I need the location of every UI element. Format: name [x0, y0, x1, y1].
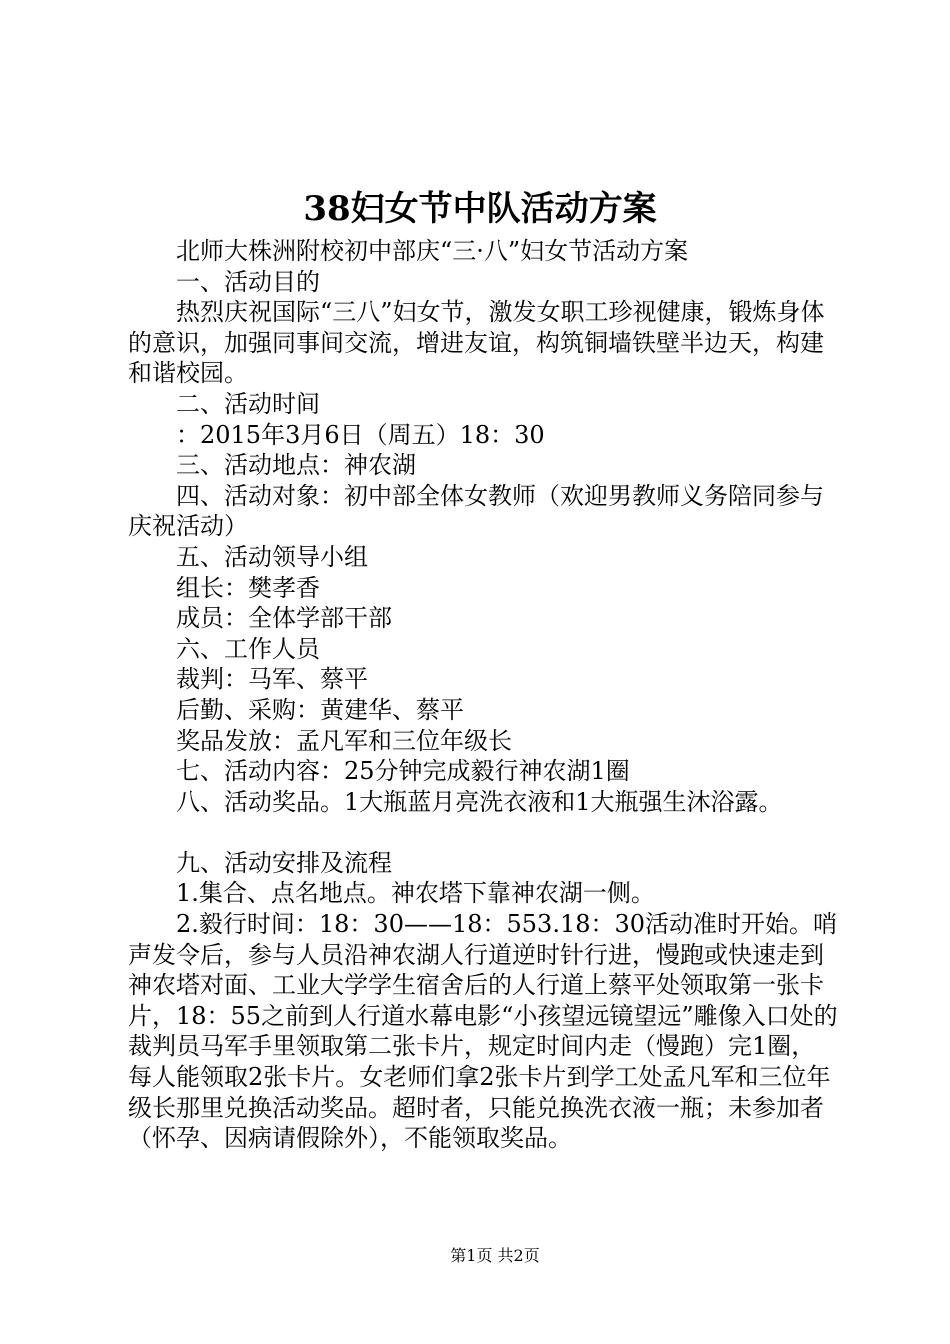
paragraph: ：2015年3月6日（周五）18：30: [176, 420, 545, 449]
section-heading: 七、活动内容：25分钟完成毅行神农湖1圈: [176, 757, 630, 786]
document-body: [128, 236, 838, 1154]
paragraph: 裁判：马军、蔡平: [176, 665, 368, 694]
paragraph: 北师大株洲附校初中部庆“三·八”妇女节活动方案: [176, 237, 689, 265]
section-heading: 八、活动奖品。1大瓶蓝月亮洗衣液和1大瓶强生沐浴露。: [176, 787, 783, 816]
paragraph: 2.毅行时间：18：30——18：553.18：30活动准时开始。哨声发令后，参与人员沿神农湖人行道逆时针行进，慢跑或快速走到神农塔对面、工业大学学生宿舍后的人行道上蔡平处领取第一张卡片，18：55之前到人行道水幕电影“小孩望远镜望远”雕像入口处的裁判员马军手里领取第二张卡片，规定时间内走（慢跑）完1圈，每人能领取2张卡片。女老师们拿2张卡片到学工处孟凡军和三位年级长那里兑换活动奖品。超时者，只能兑换洗衣液一瓶；未参加者（怀孕、因病请假除外），不能领取奖品。: [128, 910, 838, 1153]
section-heading: 五、活动领导小组: [176, 542, 368, 571]
paragraph: 后勤、采购：黄建华、蔡平: [176, 695, 464, 724]
paragraph: 奖品发放：孟凡军和三位年级长: [176, 726, 512, 755]
document-title: 38妇女节中队活动方案: [303, 189, 657, 229]
blank-line: [128, 817, 838, 848]
section-heading: 三、活动地点：神农湖: [176, 451, 416, 480]
section-heading: 一、活动目的: [176, 267, 320, 296]
section-heading: 四、活动对象：初中部全体女教师（欢迎男教师义务陪同参与庆祝活动）: [128, 481, 824, 541]
page-footer: 第1页 共2页: [450, 1246, 540, 1265]
paragraph: 组长：樊孝香: [176, 573, 320, 602]
paragraph: 1.集合、点名地点。神农塔下靠神农湖一侧。: [176, 879, 655, 908]
paragraph: 成员：全体学部干部: [176, 604, 392, 633]
section-heading: 六、工作人员: [176, 634, 320, 663]
paragraph: 热烈庆祝国际“三八”妇女节，激发女职工珍视健康，锻炼身体的意识，加强同事间交流，增进友谊，构筑铜墙铁壁半边天，构建和谐校园。: [128, 298, 825, 388]
section-heading: 九、活动安排及流程: [176, 848, 392, 877]
section-heading: 二、活动时间: [176, 389, 320, 418]
